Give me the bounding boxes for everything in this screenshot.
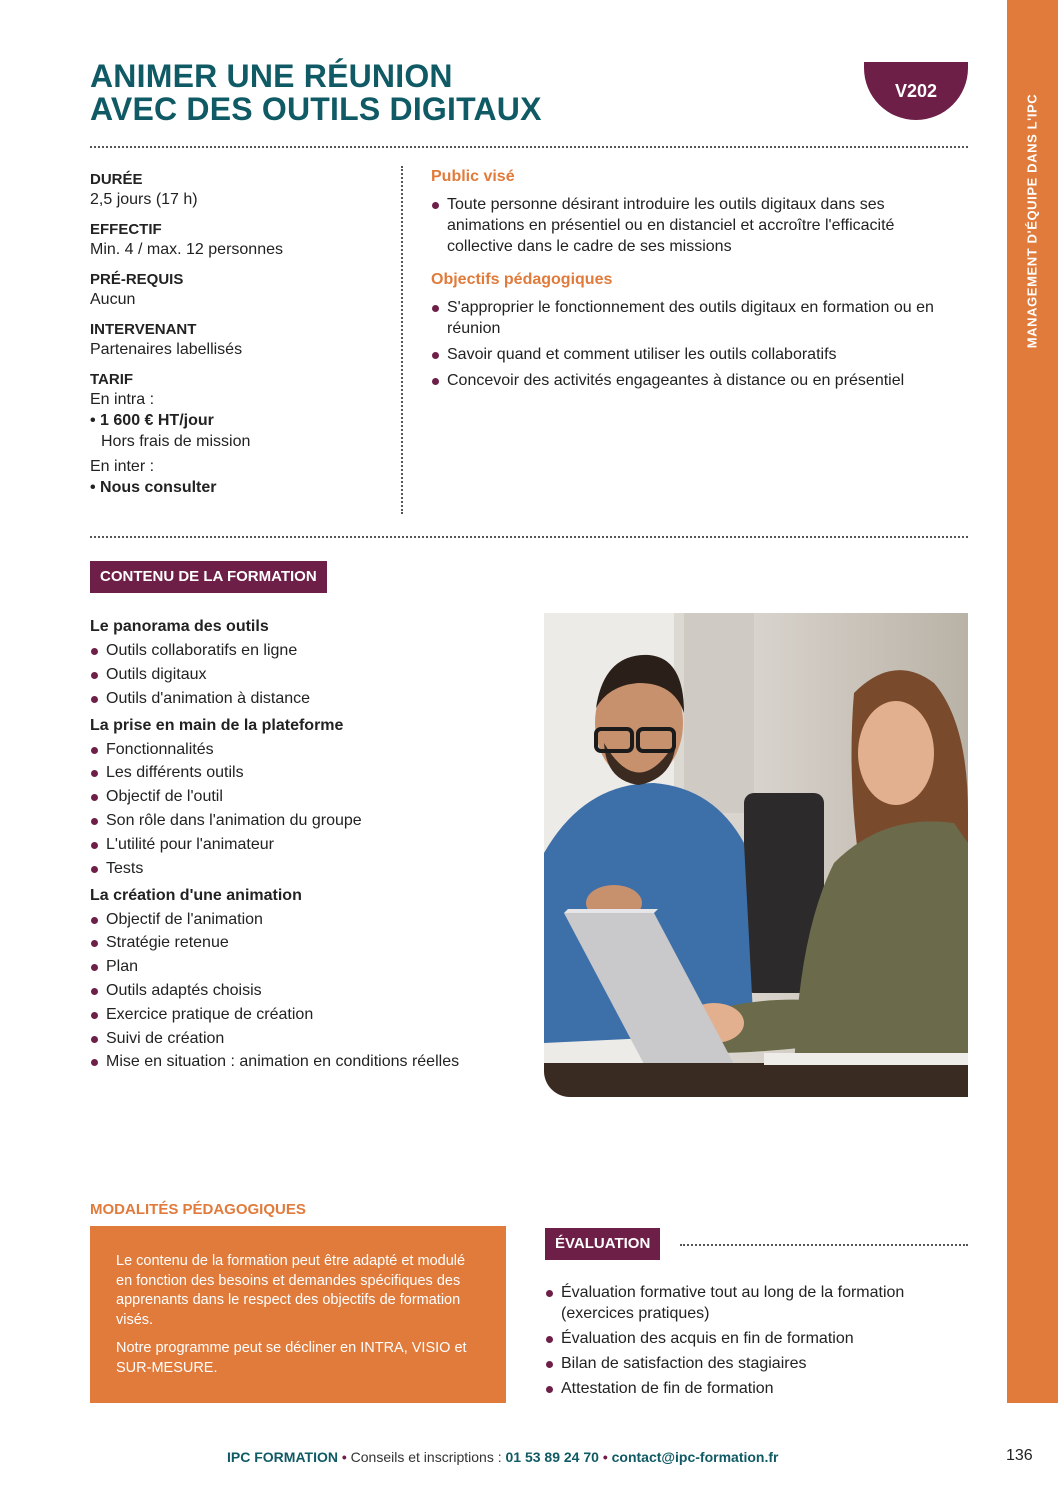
list-item: Évaluation formative tout au long de la formation (exercices pratiques) [545,1282,965,1324]
list-item: Exercice pratique de création [90,1004,510,1025]
prerequis-value: Aucun [90,291,136,308]
tarif-intra-note: Hors frais de mission [101,433,251,450]
list-item: Tests [90,858,510,879]
list-item: Outils digitaux [90,664,510,685]
modalites-box [90,1226,506,1403]
list-item: Évaluation des acquis en fin de formation [545,1328,965,1349]
side-category-label: MANAGEMENT D'ÉQUIPE DANS L'IPC [1024,93,1040,349]
divider-vertical [401,166,403,514]
tarif-block [90,370,390,498]
public-heading: Public visé [431,168,515,185]
contenu-section-1 [90,616,510,709]
section-list [90,909,510,1073]
contenu-formation [90,616,510,1078]
effectif-value: Min. 4 / max. 12 personnes [90,241,283,258]
list-item: Toute personne désirant introduire les outils digitaux dans ses animations en présentiel ou en distanciel et accroître l'efficacité collective dans le cadre de ses missions [431,194,951,257]
list-item: Bilan de satisfaction des stagiaires [545,1353,965,1374]
list-item: Objectif de l'animation [90,909,510,930]
section-title: Le panorama des outils [90,618,269,635]
list-item: Son rôle dans l'animation du groupe [90,810,510,831]
title-line-1: ANIMER UNE RÉUNION [90,58,453,94]
list-item: Mise en situation : animation en conditions réelles [90,1051,510,1072]
list-item: Stratégie retenue [90,932,510,953]
modalites-title: MODALITÉS PÉDAGOGIQUES [90,1201,306,1218]
contenu-label: CONTENU DE LA FORMATION [90,561,327,593]
page-number: 136 [1006,1447,1033,1464]
course-code-badge: V202 [864,62,968,120]
list-item: L'utilité pour l'animateur [90,834,510,855]
public-objectifs [431,166,951,396]
intervenant-label: INTERVENANT [90,321,197,338]
duree-value: 2,5 jours (17 h) [90,191,198,208]
tarif-label: TARIF [90,371,134,388]
list-item: Fonctionnalités [90,739,510,760]
evaluation-section [545,1282,965,1403]
footer-separator: • [341,1449,347,1465]
course-info [90,170,390,508]
intervenant-block [90,320,390,360]
tarif-inter-price: • Nous consulter [90,479,217,496]
prerequis-label: PRÉ-REQUIS [90,271,184,288]
effectif-label: EFFECTIF [90,221,162,238]
section-title: La prise en main de la plateforme [90,716,344,734]
divider-middle [90,536,968,538]
objectifs-heading: Objectifs pédagogiques [431,271,613,288]
photo-two-people-laptop [544,613,968,1097]
footer-brand: IPC FORMATION [227,1449,338,1465]
footer-phone[interactable]: 01 53 89 24 70 [505,1449,599,1465]
section-list [90,640,510,709]
footer [227,1449,779,1465]
public-list [431,194,951,257]
modalites-paragraph-2: Notre programme peut se décliner en INTRA, VISIO et SUR-MESURE. [116,1340,467,1376]
contenu-section-2 [90,715,510,879]
list-item: Concevoir des activités engageantes à distance ou en présentiel [431,370,951,391]
list-item: Objectif de l'outil [90,786,510,807]
divider-top [90,146,968,148]
duree-block [90,170,390,210]
list-item: S'approprier le fonctionnement des outils digitaux en formation ou en réunion [431,297,951,339]
list-item: Les différents outils [90,762,510,783]
contenu-section-3 [90,885,510,1073]
section-title: La création d'une animation [90,886,302,904]
page-title [90,60,850,126]
footer-text: Conseils et inscriptions : [350,1449,502,1465]
effectif-block [90,220,390,260]
list-item: Savoir quand et comment utiliser les outils collaboratifs [431,344,951,365]
section-list [90,739,510,879]
evaluation-list [545,1282,965,1399]
prerequis-block [90,270,390,310]
tarif-intra-price: • 1 600 € HT/jour [90,412,214,429]
list-item: Outils collaboratifs en ligne [90,640,510,661]
list-item: Attestation de fin de formation [545,1378,965,1399]
evaluation-label: ÉVALUATION [545,1228,660,1260]
title-line-2: AVEC DES OUTILS DIGITAUX [90,91,542,127]
modalites-paragraph-1: Le contenu de la formation peut être adapté et modulé en fonction des besoins et demandes spécifiques des apprenants dans le respect des objectifs de formation visés. [116,1253,466,1328]
footer-email-link[interactable]: contact@ipc-formation.fr [611,1449,779,1465]
list-item: Suivi de création [90,1028,510,1049]
duree-label: DURÉE [90,171,143,188]
tarif-inter: En inter : [90,458,155,475]
footer-separator-2: • [602,1449,608,1465]
divider-evaluation [680,1244,968,1246]
intervenant-value: Partenaires labellisés [90,341,243,358]
list-item: Outils adaptés choisis [90,980,510,1001]
list-item: Outils d'animation à distance [90,688,510,709]
objectifs-list [431,297,951,391]
list-item: Plan [90,956,510,977]
tarif-intra: En intra : [90,391,155,408]
